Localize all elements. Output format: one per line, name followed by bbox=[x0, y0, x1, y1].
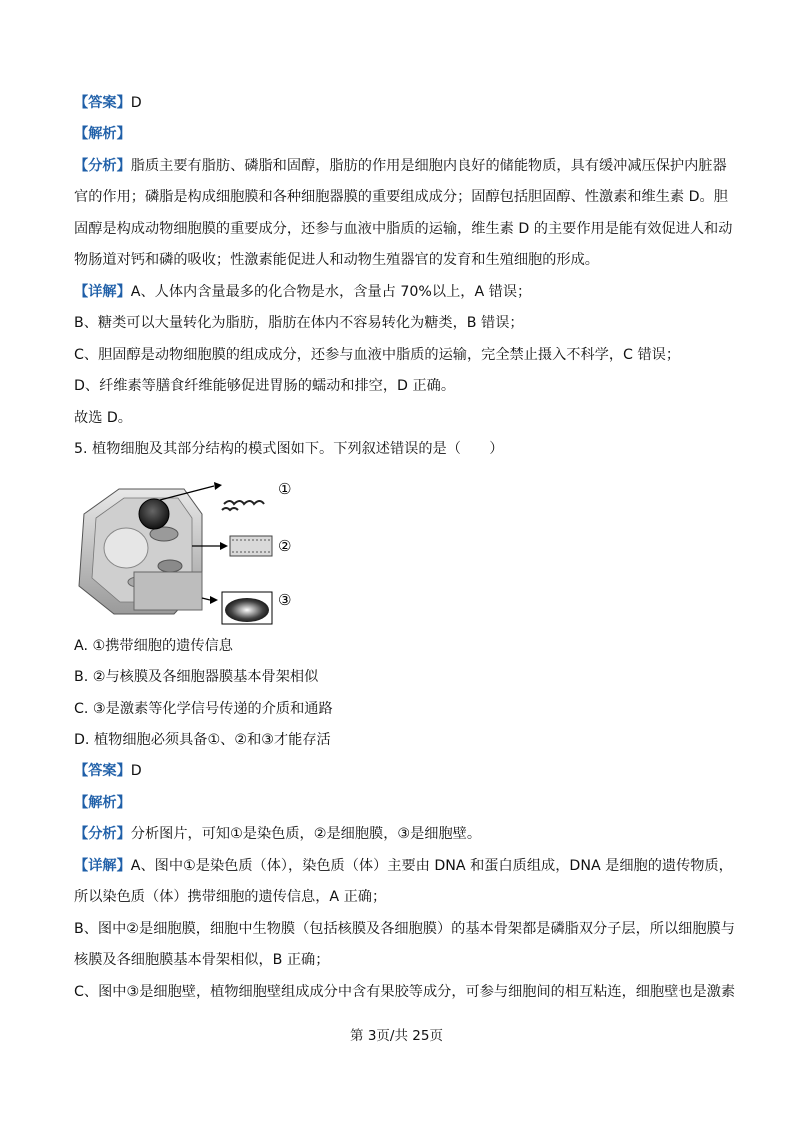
wall-detail-fill bbox=[225, 598, 269, 622]
option-d: D. 植物细胞必须具备①、②和③才能存活 bbox=[74, 732, 331, 748]
q4-conclusion: 故选 D。 bbox=[74, 410, 132, 426]
q4-xiangjie-line-1 bbox=[74, 282, 531, 302]
vacuole bbox=[104, 528, 148, 568]
figure-label-2: ② bbox=[278, 537, 292, 555]
fenxi-tag: 【分析】 bbox=[74, 158, 131, 174]
figure-label-1: ① bbox=[278, 480, 292, 498]
q5-answer-line bbox=[74, 761, 142, 781]
analysis-tag: 【解析】 bbox=[74, 126, 131, 142]
answer-tag: 【答案】 bbox=[74, 95, 131, 111]
q5-fenxi-line bbox=[74, 824, 481, 844]
organelle-2 bbox=[158, 560, 182, 572]
option-a: A. ①携带细胞的遗传信息 bbox=[74, 638, 233, 654]
xiangjie-tag: 【详解】 bbox=[74, 284, 131, 300]
arrowhead-3 bbox=[210, 596, 218, 604]
fenxi-text: 脂质主要有脂肪、磷脂和固醇，脂肪的作用是细胞内良好的储能物质，具有缓冲减压保护内脏器 bbox=[130, 158, 727, 174]
q4-analysis-heading bbox=[74, 124, 131, 144]
wall-slab bbox=[134, 572, 202, 610]
figure-label-3: ③ bbox=[278, 591, 292, 609]
q5-xiangjie-line-3: B、图中②是细胞膜，细胞中生物膜（包括核膜及各细胞膜）的基本骨架都是磷脂双分子层，所以细胞膜与 bbox=[74, 921, 735, 937]
arrowhead-2 bbox=[220, 542, 228, 550]
q4-xiangjie-line-4: D、纤维素等膳食纤维能够促进胃肠的蠕动和排空，D 正确。 bbox=[74, 378, 456, 394]
xiangjie-tag: 【详解】 bbox=[74, 858, 131, 874]
fenxi-text: 分析图片，可知①是染色质，②是细胞膜，③是细胞壁。 bbox=[130, 826, 482, 842]
answer-tag: 【答案】 bbox=[74, 763, 131, 779]
q4-fenxi-line-3: 固醇是构成动物细胞膜的重要成分，还参与血液中脂质的运输，维生素 D 的主要作用是能有效促进人和动 bbox=[74, 221, 733, 237]
arrow-3 bbox=[202, 598, 210, 600]
plant-cell-diagram bbox=[74, 474, 304, 632]
q4-fenxi-line-2: 官的作用；磷脂是构成细胞膜和各种细胞器膜的重要组成成分；固醇包括胆固醇、性激素和维生素 D。胆 bbox=[74, 189, 728, 205]
q5-xiangjie-line-4: 核膜及各细胞膜基本骨架相似，B 正确； bbox=[74, 952, 330, 968]
chromatin-coil bbox=[222, 501, 264, 510]
membrane-layer bbox=[230, 536, 272, 556]
answer-value: D bbox=[130, 763, 142, 779]
xiangjie-text: A、图中①是染色质（体），染色质（体）主要由 DNA 和蛋白质组成，DNA 是细胞的遗传物质， bbox=[130, 858, 733, 874]
option-b: B. ②与核膜及各细胞器膜基本骨架相似 bbox=[74, 669, 319, 685]
arrowhead-1 bbox=[214, 482, 222, 490]
q4-fenxi-line-4: 物肠道对钙和磷的吸收；性激素能促进人和动物生殖器官的发育和生殖细胞的形成。 bbox=[74, 252, 599, 268]
q4-fenxi-line-1 bbox=[74, 156, 727, 176]
nucleus bbox=[139, 499, 169, 529]
fenxi-tag: 【分析】 bbox=[74, 826, 131, 842]
q5-xiangjie-line-5: C、图中③是细胞壁，植物细胞壁组成成分中含有果胶等成分，可参与细胞间的相互粘连，细胞壁也是激素 bbox=[74, 984, 736, 1000]
q5-xiangjie-line-2: 所以染色质（体）携带细胞的遗传信息，A 正确； bbox=[74, 889, 387, 905]
plant-cell-figure bbox=[74, 474, 304, 632]
q5-xiangjie-line-1 bbox=[74, 856, 733, 876]
answer-value: D bbox=[130, 95, 142, 111]
option-c: C. ③是激素等化学信号传递的介质和通路 bbox=[74, 701, 333, 717]
q4-xiangjie-line-3: C、胆固醇是动物细胞膜的组成成分，还参与血液中脂质的运输，完全禁止摄入不科学，C 错误； bbox=[74, 347, 681, 363]
q5-stem: 5. 植物细胞及其部分结构的模式图如下。下列叙述错误的是（ ） bbox=[74, 441, 504, 457]
page-footer: 第 3页/共 25页 bbox=[350, 1028, 443, 1044]
analysis-tag: 【解析】 bbox=[74, 795, 131, 811]
q4-xiangjie-line-2: B、糖类可以大量转化为脂肪，脂肪在体内不容易转化为糖类，B 错误； bbox=[74, 315, 524, 331]
q4-answer-line bbox=[74, 93, 142, 113]
xiangjie-text: A、人体内含量最多的化合物是水，含量占 70%以上，A 错误； bbox=[130, 284, 532, 300]
q5-analysis-heading bbox=[74, 793, 131, 813]
